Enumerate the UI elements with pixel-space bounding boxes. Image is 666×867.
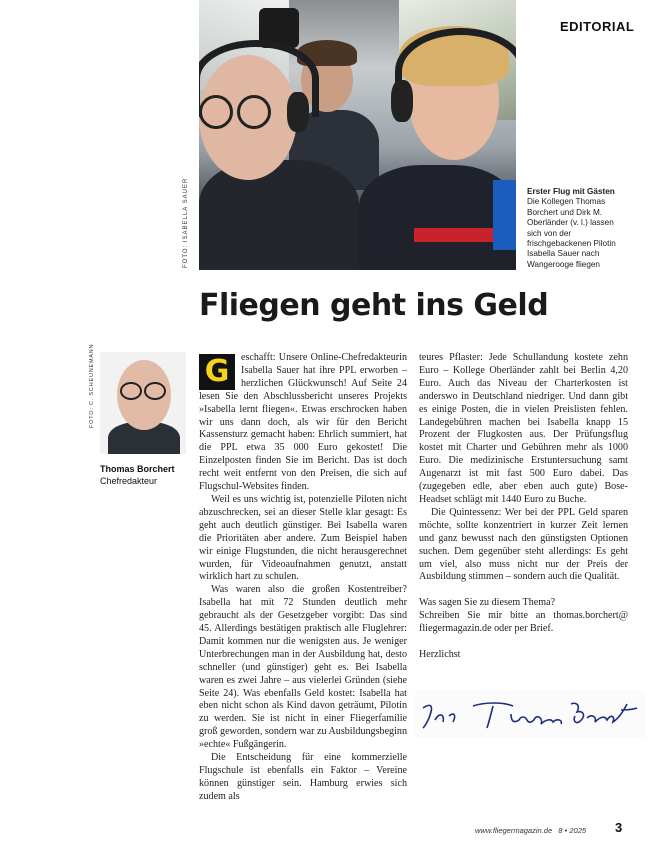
author-portrait: [100, 352, 186, 454]
paragraph: Weil es uns wichtig ist, potenzielle Piloten nicht abzuschrecken, sei an dieser Stelle klar gesagt: Es geht auch deutlich günstiger. Bei Isabella waren die Prioritäten aber andere. Zum Beispiel haben wir einige Flugstunden, die nicht herausgerechnet wurden, für Videoaufnahmen genutzt, anstatt wirklich hart zu schulen.: [199, 493, 407, 583]
author-role: Chefredakteur: [100, 476, 158, 486]
author-name: Thomas Borchert: [100, 464, 175, 474]
headset-right-icon: [395, 28, 516, 115]
caption-text: Die Kollegen Thomas Borchert und Dirk M. Oberländer (v. l.) lassen sich von der frischgebackenen Pilotin Isabella Sauer nach Wangerooge fliegen: [527, 197, 616, 269]
paragraph: Was waren also die großen Kostentreiber? Isabella hat mit 72 Stunden deutlich mehr gebraucht als der Gesetzgeber vorgibt: Das sind 45. Allerdings bestätigen praktisch alle Fluglehrer: Damit kommen nur die wenigsten aus. Je weniger Unterbrechungen man in der Ausbildung hat, desto schneller (und günstiger) geht es. Bei Isabella waren es zwei Jahre – aus vielerlei Gründen (siehe Seite 24). Was ebenfalls Geld kostet: Isabella hat eben nicht schon als Kind davon geträumt, Pilotin zu werden. Sie ist nicht in einer Fliegerfamilie groß geworden, sondern war zu Ausbildungsbeginn »echte« Fußgängerin.: [199, 584, 408, 751]
page-number: 3: [615, 820, 623, 835]
glasses-left-2: [237, 95, 271, 129]
headline: Fliegen geht ins Geld: [199, 288, 549, 323]
paragraph: Was sagen Sie zu diesem Thema?: [419, 597, 556, 609]
signature-image: [415, 690, 645, 738]
photo-caption: [527, 187, 627, 270]
paragraph: Die Quintessenz: Wer bei der PPL Geld sparen möchte, sollte konzentriert in kurzer Zeit lernen und ganz bewusst nach den günstigsten Optionen suchen. Dem gegenüber steht allerdings: Es geht um viel, also muss nicht nur der Preis der Ausbildung stimmen – sondern auch die Qualität.: [419, 506, 628, 583]
portrait-credit: FOTO: C. SCHEUNEMANN: [89, 343, 95, 428]
paragraph: teures Pflaster: Jede Schullandung kostete zehn Euro – Kollege Oberländer zahlt bei Berlin 4,20 Euro. Auch das Niveau der Charterkosten ist anderswo in Deutschland niedriger. Und dann gibt es einige Posten, die in vielen Preislisten fehlen. Landegebühren machen bei Isabella knapp 15 Prozent der Flugkosten aus. Der Prüfungsflug kostet mit Charter und Gebühren mehr als 1000 Euro. Die medizinische Erstuntersuchung samt Augenarzt ist mit fast 500 Euro dabei. Das (zugegeben edle, aber eben auch gute) Bose-Headset schlägt mit 1440 Euro zu Buche.: [419, 352, 628, 505]
paragraph-text: eschafft: Unsere Online-Chefredakteurin Isabella Sauer hat ihre PPL erworben – herzlichen Glückwunsch! Auf Seite 24 lesen Sie den Abschlussbericht unseres Projekts »Isabella lernt fliegen«. Etwas erschrocken haben wir uns dann doch, als wir für den Bericht Kassensturz gemacht haben: Ehrlich summiert, hat die PPL etwa 35 000 Euro gekostet! Die Einzelposten finden Sie im Bericht. Das ist doch recht weit entfernt von den Preisen, die sich auf Flugschul-Websites finden.: [199, 352, 407, 493]
portrait-glasses-1: [120, 382, 142, 400]
section-label: EDITORIAL: [560, 19, 635, 34]
portrait-glasses-2: [144, 382, 166, 400]
photo-credit: FOTO: ISABELLA SAUER: [183, 177, 189, 268]
article-column-2: [419, 352, 628, 662]
footer-url-text: www.fliegermagazin.de: [475, 826, 553, 835]
paragraph: Die Entscheidung für eine kommerzielle Flugschule ist ebenfalls ein Faktor – Vereine können günstiger sein. Hamburg erwies sich zudem als: [199, 752, 407, 802]
article-column-1: [199, 352, 407, 804]
blue-panel: [493, 180, 516, 250]
person-left-body: [199, 160, 359, 270]
dropcap: G: [199, 354, 235, 390]
glasses-left-1: [199, 95, 233, 129]
ear-cup-left: [287, 92, 309, 132]
paragraph: Herzlichst: [419, 648, 461, 660]
footer-issue: 8 • 2025: [558, 826, 587, 835]
header-photo: [199, 0, 516, 270]
caption-title: Erster Flug mit Gästen: [527, 187, 615, 196]
paragraph: [199, 352, 407, 494]
vest-stripe: [414, 228, 504, 242]
paragraph: Schreiben Sie mir bitte an thomas.borchert@ fliegermagazin.de oder per Brief.: [419, 610, 628, 635]
ear-cup-right: [391, 80, 413, 122]
footer-url: [475, 826, 586, 835]
